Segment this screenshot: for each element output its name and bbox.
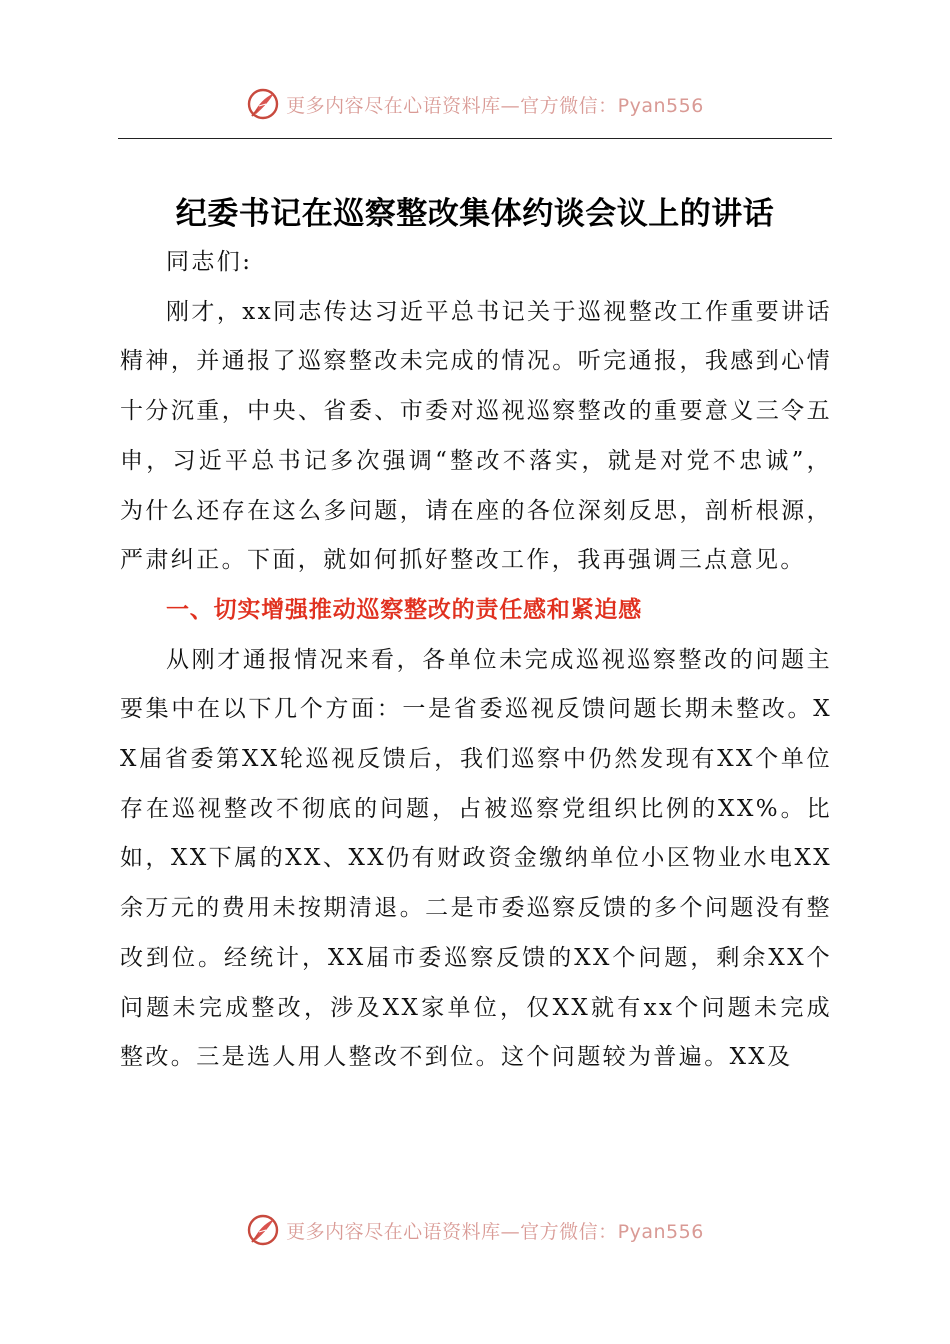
watermark-wechat-id: Pyan556 bbox=[617, 94, 704, 117]
header-divider bbox=[118, 138, 832, 139]
body-paragraph-2: 从刚才通报情况来看，各单位未完成巡视巡察整改的问题主要集中在以下几个方面：一是省委巡视反馈问题长期未整改。XX届省委第XX轮巡视反馈后，我们巡察中仍然发现有XX个单位存在巡视整改不彻底的问题，占被巡察党组织比例的XX%。比如，XX下属的XX、XX仍有财政资金缴纳单位小区物业水电XX余万元的费用未按期清退。二是市委巡察反馈的多个问题没有整改到位。经统计，XX届市委巡察反馈的XX个问题，剩余XX个问题未完成整改，涉及XX家单位，仅XX就有xx个问题未完成整改。三是选人用人整改不到位。这个问题较为普遍。XX及 bbox=[120, 646, 832, 1071]
footer-watermark bbox=[0, 1208, 950, 1252]
watermark-cn-text: 更多内容尽在心语资料库—官方微信： bbox=[286, 1220, 618, 1243]
salutation: 同志们: bbox=[166, 249, 253, 275]
quill-seal-icon bbox=[246, 87, 280, 121]
body-paragraph-1: 刚才，xx同志传达习近平总书记关于巡视整改工作重要讲话精神，并通报了巡察整改未完成的情况。听完通报，我感到心情十分沉重，中央、省委、市委对巡视巡察整改的重要意义三令五申，习近平总书记多次强调“整改不落实，就是对党不忠诚”，为什么还存在这么多问题，请在座的各位深刻反思，剖析根源，严肃纠正。下面，就如何抓好整改工作，我再强调三点意见。 bbox=[120, 298, 832, 574]
watermark-text bbox=[286, 91, 704, 118]
header-watermark bbox=[0, 82, 950, 126]
section-heading-1: 一、切实增强推动巡察整改的责任感和紧迫感 bbox=[166, 596, 642, 623]
watermark-cn-text: 更多内容尽在心语资料库—官方微信： bbox=[286, 94, 618, 117]
quill-seal-icon bbox=[246, 1213, 280, 1247]
watermark-wechat-id: Pyan556 bbox=[617, 1220, 704, 1243]
document-title: 纪委书记在巡察整改集体约谈会议上的讲话 bbox=[175, 196, 775, 232]
watermark-text bbox=[286, 1217, 704, 1244]
document-body bbox=[120, 238, 832, 1083]
